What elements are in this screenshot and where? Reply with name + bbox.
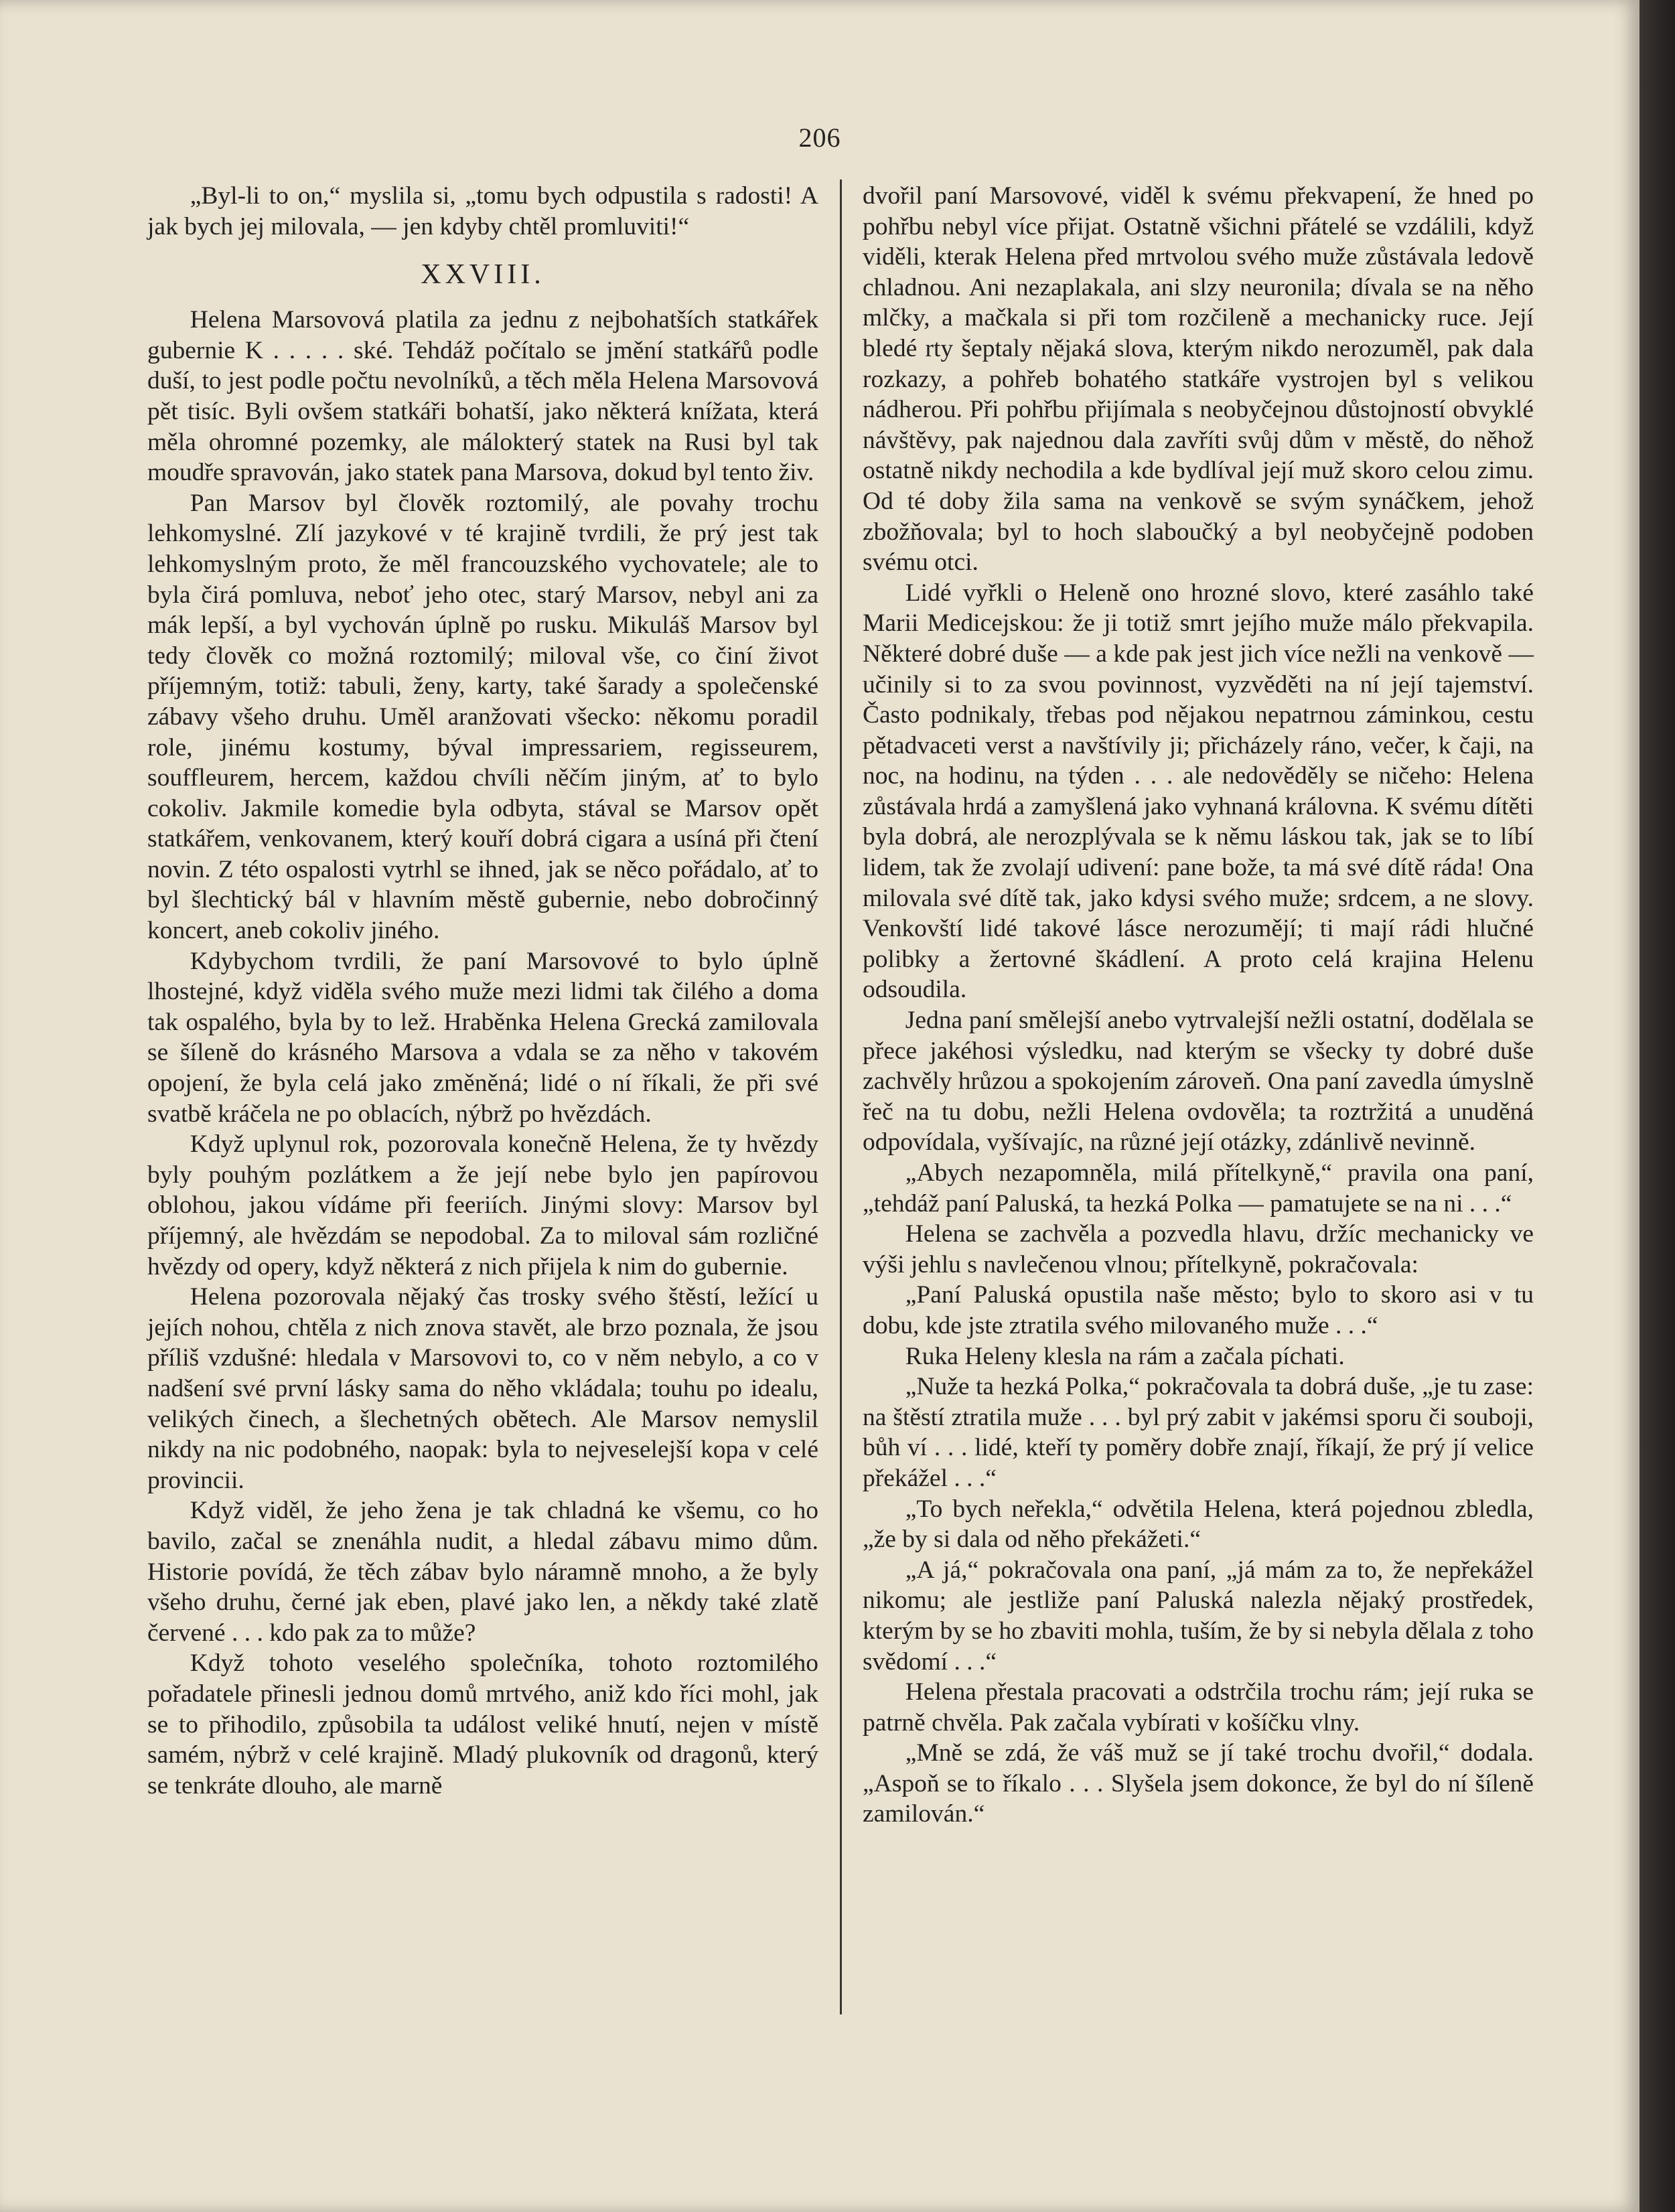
opening-paragraph: „Byl-li to on,“ myslila si, „tomu bych odpustila s radosti! A jak bych jej milovala, — jen kdyby chtěl promluviti!“ — [147, 182, 818, 240]
dialogue-paragraph: „Nuže ta hezká Polka,“ pokračovala ta dobrá duše, „je tu zase: na štěstí ztratila muže . . . byl prý zabit v jakémsi sporu či souboji, bůh ví . . . lidé, kteří ty poměry dobře znají, říkají, že prý jí velice překážel . . .“ — [863, 1373, 1534, 1492]
paragraph: Helena Marsovová platila za jednu z nejbohatších statkářek gubernie K . . . . . ské. Tehdáž počítalo se jmění statkářů podle duší, to jest podle počtu nevolníků, a těch měla Helena Marsovová pět tisíc. Byli ovšem statkáři bohatší, jako některá knížata, která měla ohromné pozemky, ale málokterý statek na Rusi byl tak moudře spravován, jako statek pana Marsova, dokud byl tento živ. — [147, 306, 818, 487]
dialogue-paragraph: „Mně se zdá, že váš muž se jí také trochu dvořil,“ dodala. „Aspoň se to říkalo . . . Slyšela jsem dokonce, že byl do ní šíleně zamilován.“ — [863, 1739, 1534, 1828]
page-edge-shadow — [1640, 0, 1675, 2212]
paragraph: Když viděl, že jeho žena je tak chladná ke všemu, co ho bavilo, začal se znenáhla nudit, a hledal zábavu mimo dům. Historie povídá, že těch zábav bylo náramně mnoho, a že byly všeho druhu, černé jak eben, plavé jako len, a někdy také zlatě červené . . . kdo pak za to může? — [147, 1497, 818, 1647]
right-column — [863, 181, 1534, 1830]
paragraph: Pan Marsov byl člověk roztomilý, ale povahy trochu lehkomyslné. Zlí jazykové v té krajině tvrdili, že prý jest tak lehkomyslným proto, že měl francouzského vychovatele; ale to byla čirá pomluva, neboť jeho otec, starý Marsov, nebyl ani za mák lepší, a byl vychován úplně po rusku. Mikuláš Marsov byl tedy člověk co možná roztomilý; miloval vše, co činí život příjemným, totiž: tabuli, ženy, karty, také šarady a společenské zábavy všeho druhu. Uměl aranžovati všecko: někomu poradil role, jinému kostumy, býval impressariem, regisseurem, souffleurem, hercem, každou chvíli něčím jiným, ať to bylo cokoliv. Jakmile komedie byla odbyta, stával se Marsov opět statkářem, venkovanem, který kouří dobrá cigara a usíná při čtení novin. Z této ospalosti vytrhl se ihned, jak se něco pořádalo, ať to byl šlechtický bál v hlavním městě gubernie, nebo dobročinný koncert, aneb cokoliv jiného. — [147, 489, 818, 945]
paragraph-continued: dvořil paní Marsovové, viděl k svému překvapení, že hned po pohřbu nebyl více přijat. Ostatně všichni přátelé se vzdálili, když viděli, kterak Helena před mrtvolou svého muže zůstávala ledově chladnou. Ani nezaplakala, ani slzy neuronila; dívala se na něho mlčky, a mačkala si při tom rozčileně a mechanicky ruce. Její bledé rty šeptaly nějaká slova, kterým nikdo nerozuměl, pak dala rozkazy, a pohřeb bohatého statkáře vystrojen byl s velikou nádherou. Při pohřbu přijímala s neobyčejnou důstojností obvyklé návštěvy, pak najednou dala zavříti svůj dům v městě, do něhož ostatně nikdy nechodila a kde bydlíval její muž skoro celou zimu. Od té doby žila sama na venkově se svým synáčkem, jehož zbožňovala; byl to hoch slaboučký a byl neobyčejně podoben svému otci. — [863, 182, 1534, 577]
column-divider — [840, 179, 842, 2014]
paragraph: Helena přestala pracovati a odstrčila trochu rám; její ruka se patrně chvěla. Pak začala vybírati v košíčku vlny. — [863, 1678, 1534, 1737]
paragraph: Když uplynul rok, pozorovala konečně Helena, že ty hvězdy byly pouhým pozlátkem a že její nebe bylo jen papírovou oblohou, jakou vídáme při feeriích. Jinými slovy: Marsov byl příjemný, ale hvězdám se nepodobal. Za to miloval sám rozličné hvězdy od opery, když některá z nich přijela k nim do gubernie. — [147, 1130, 818, 1280]
left-column — [147, 181, 818, 1801]
dialogue-paragraph: „Paní Paluská opustila naše město; bylo to skoro asi v tu dobu, kde jste ztratila svého milovaného muže . . .“ — [863, 1281, 1534, 1339]
page-number: 206 — [798, 123, 841, 153]
dialogue-paragraph: „To bych neřekla,“ odvětila Helena, která pojednou zbledla, „že by si dala od něho překážeti.“ — [863, 1495, 1534, 1554]
paragraph: Helena pozorovala nějaký čas trosky svého štěstí, ležící u jejích nohou, chtěla z nich znova stavět, ale brzo poznala, že jsou příliš vzdušné: hledala v Marsovovi to, co v něm nebylo, a co v nadšení své první lásky sama do něho vkládala; touhu po idealu, velikých činech, a šlechetných obětech. Ale Marsov nemyslil nikdy na nic podobného, naopak: byla to nejveselejší kopa v celé provincii. — [147, 1283, 818, 1494]
paragraph: Když tohoto veselého společníka, tohoto roztomilého pořadatele přinesli jednou domů mrtvého, aniž kdo říci mohl, jak se to přihodilo, způsobila ta událost veliké hnutí, nejen v místě samém, nýbrž v celé krajině. Mladý plukovník od dragonů, který se tenkráte dlouho, ale marně — [147, 1649, 818, 1799]
paragraph: Jedna paní smělejší anebo vytrvalejší nežli ostatní, dodělala se přece jakéhosi výsledku, nad kterým se všecky ty dobré duše zachvěly hrůzou a spokojením zároveň. Ona paní zavedla úmyslně řeč na tu dobu, nežli Helena ovdověla; ta roztržitá a unuděná odpovídala, vyšívajíc, na různé její otázky, zdánlivě nevinně. — [863, 1007, 1534, 1157]
paragraph: Lidé vyřkli o Heleně ono hrozné slovo, které zasáhlo také Marii Medicejskou: že ji totiž smrt jejího muže málo překvapila. Některé dobré duše — a kde pak jest jich více nežli na venkově — učinily si to za svou povinnost, vyzvěděti na ní její tajemství. Často podnikaly, třebas pod nějakou nepatrnou záminkou, cestu pětadvaceti verst a navštívily ji; přicházely ráno, večer, k čaji, na noc, na hodinu, na týden . . . ale nedověděly se ničeho: Helena zůstávala hrdá a zamyšlená jako vyhnaná královna. K svému dítěti byla dobrá, ale nerozplývala se k němu láskou tak, jak se to líbí lidem, tak že zvolají udivení: pane bože, ta má své dítě ráda! Ona milovala své dítě tak, jako kdysi svého muže; srdcem, a ne slovy. Venkovští lidé takové lásce nerozumějí; ti mají rádi hlučné polibky a žertovné škádlení. A proto celá krajina Helenu odsoudila. — [863, 579, 1534, 1004]
paragraph: Helena se zachvěla a pozvedla hlavu, držíc mechanicky ve výši jehlu s navlečenou vlnou; přítelkyně, pokračovala: — [863, 1220, 1534, 1278]
dialogue-paragraph: „Abych nezapomněla, milá přítelkyně,“ pravila ona paní, „tehdáž paní Paluská, ta hezká Polka — pamatujete se na ni . . .“ — [863, 1159, 1534, 1218]
paragraph: Kdybychom tvrdili, že paní Marsovové to bylo úplně lhostejné, když viděla svého muže mezi lidmi tak čilého a doma tak ospalého, byla by to lež. Hraběnka Helena Grecká zamilovala se šíleně do krásného Marsova a vdala se za něho v takovém opojení, že byla celá jako změněná; lidé o ní říkali, že při své svatbě kráčela ne po oblacích, nýbrž po hvězdách. — [147, 947, 818, 1128]
chapter-heading: XXVIII. — [421, 259, 545, 291]
paragraph: Ruka Heleny klesla na rám a začala píchati. — [905, 1342, 1345, 1370]
dialogue-paragraph: „A já,“ pokračovala ona paní, „já mám za to, že nepřekážel nikomu; ale jestliže paní Paluská nalezla nějaký prostředek, kterým by se ho zbaviti mohla, tuším, že by si nebyla dělala z toho svědomí . . .“ — [863, 1556, 1534, 1676]
